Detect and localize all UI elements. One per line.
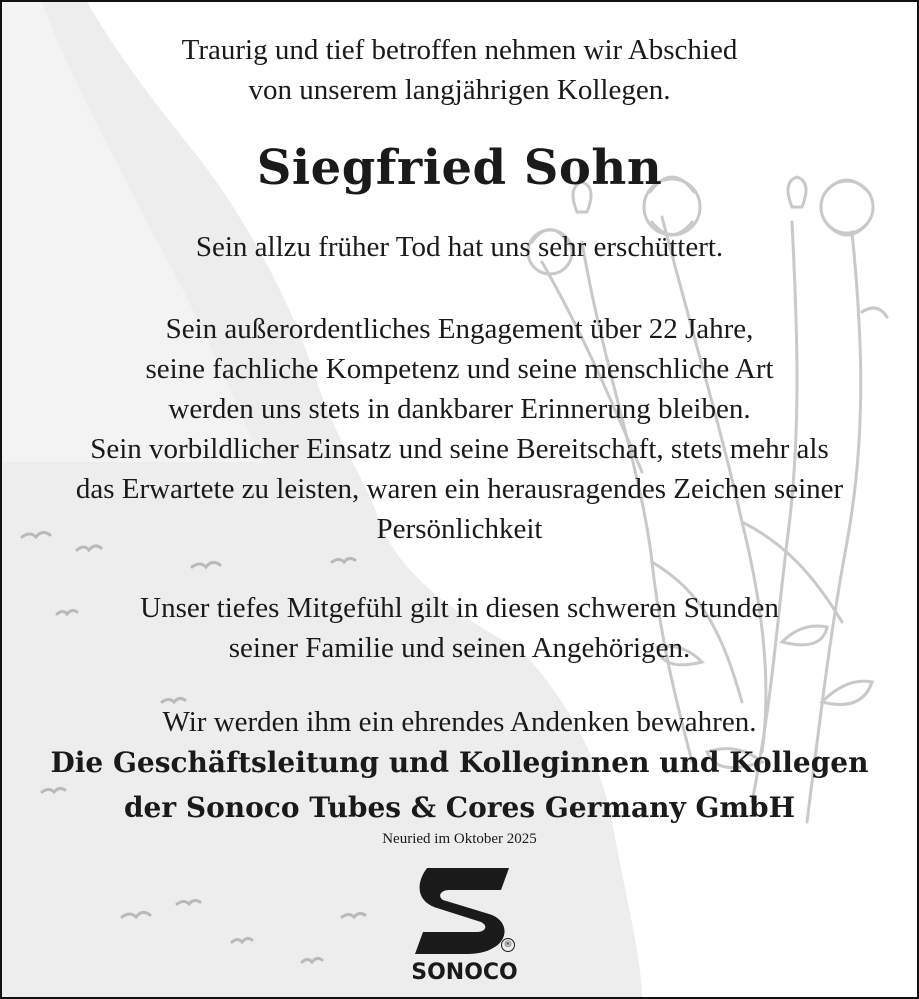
tribute-line: werden uns stets in dankbarer Erinnerung bleiben.	[168, 393, 751, 425]
tribute-line: Persönlichkeit	[376, 513, 543, 545]
tribute-text	[2, 309, 917, 549]
signature-line-1: Die Geschäftsleitung und Kolleginnen und Kollegen	[50, 746, 869, 779]
closing-line: Wir werden ihm ein ehrendes Andenken bewahren.	[162, 706, 757, 738]
sonoco-logo	[397, 860, 532, 990]
sonoco-wordmark: SONOCO	[411, 960, 518, 985]
intro-text	[2, 30, 917, 110]
intro-line-2: von unserem langjährigen Kollegen.	[248, 74, 671, 106]
tribute-line: Sein außerordentliches Engagement über 22 Jahre,	[165, 313, 754, 345]
intro-line-1: Traurig und tief betroffen nehmen wir Abschied	[181, 34, 738, 66]
shock-text	[2, 229, 917, 265]
closing-block	[2, 704, 917, 830]
tribute-line: das Erwartete zu leisten, waren ein herausragendes Zeichen seiner	[75, 473, 844, 505]
shock-line: Sein allzu früher Tod hat uns sehr erschüttert.	[195, 231, 724, 263]
tribute-line: seine fachliche Kompetenz und seine menschliche Art	[145, 353, 774, 385]
sympathy-line: seiner Familie und seinen Angehörigen.	[228, 632, 691, 664]
sympathy-text	[2, 588, 917, 668]
sympathy-line: Unser tiefes Mitgefühl gilt in diesen schweren Stunden	[140, 592, 779, 624]
registered-mark: ®	[501, 938, 515, 952]
signature-line-2: der Sonoco Tubes & Cores Germany GmbH	[123, 791, 796, 824]
place-date: Neuried im Oktober 2025	[382, 831, 537, 847]
tribute-line: Sein vorbildlicher Einsatz und seine Bereitschaft, stets mehr als	[90, 433, 829, 465]
deceased-name: Siegfried Sohn	[256, 140, 663, 196]
